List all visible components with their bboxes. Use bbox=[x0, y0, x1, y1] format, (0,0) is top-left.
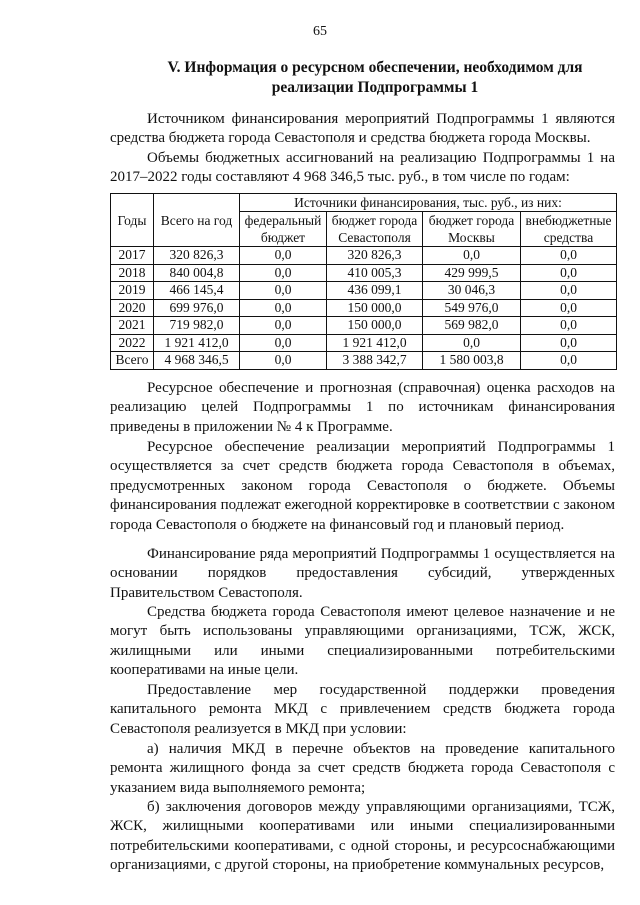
cell-sevastopol: 150 000,0 bbox=[327, 299, 423, 317]
cell-moscow: 0,0 bbox=[423, 334, 521, 352]
table-row bbox=[111, 282, 617, 300]
cell-year: 2018 bbox=[111, 264, 154, 282]
cell-federal: 0,0 bbox=[240, 334, 327, 352]
cell-sevastopol: 150 000,0 bbox=[327, 317, 423, 335]
header-total: Всего на год bbox=[154, 194, 240, 247]
paragraph-resource-provision: Ресурсное обеспечение реализации мероприятий Подпрограммы 1 осуществляется за счет средств бюджета города Севастополя в объемах, предусмотренных законом города Севастополя о бюджете. Объемы финансирования подлежат ежегодной корректировке в соответствии с законом города Севастополя о бюджете на финансовый год и плановый период. bbox=[110, 439, 615, 533]
cell-moscow: 1 580 003,8 bbox=[423, 352, 521, 370]
cell-federal: 0,0 bbox=[240, 299, 327, 317]
cell-federal: 0,0 bbox=[240, 264, 327, 282]
cell-federal: 0,0 bbox=[240, 317, 327, 335]
paragraph-subsidies: Финансирование ряда мероприятий Подпрограммы 1 осуществляется на основании порядков предоставления субсидий, утвержденных Правительством Севастополя. bbox=[110, 546, 615, 601]
cell-extrabudget: 0,0 bbox=[521, 264, 617, 282]
paragraph-target-use: Средства бюджета города Севастополя имеют целевое назначение и не могут быть использованы управляющими организациями, ТСЖ, ЖСК, жилищными или иными специализированными потребительскими кооперативами на иные цели. bbox=[110, 604, 615, 679]
paragraph-condition-a: а) наличия МКД в перечне объектов на проведение капитального ремонта жилищного фонда за счет средств бюджета города Севастополя с указанием вида выполняемого ремонта; bbox=[110, 741, 615, 796]
header-years: Годы bbox=[111, 194, 154, 247]
cell-extrabudget: 0,0 bbox=[521, 282, 617, 300]
table-header-row bbox=[111, 194, 617, 212]
header-sources: Источники финансирования, тыс. руб., из них: bbox=[240, 194, 617, 212]
paragraph-condition-b: б) заключения договоров между управляющими организациями, ТСЖ, ЖСК, жилищными кооперативами или иными специализированными потребительскими кооперативами, с одной стороны, и ресурсоснабжающими организациями, с другой стороны, на приобретение коммунальных ресурсов, bbox=[110, 799, 615, 874]
table-row bbox=[111, 317, 617, 335]
section-title: V. Информация о ресурсном обеспечении, необходимом для реализации Подпрограммы 1 bbox=[167, 59, 583, 96]
cell-moscow: 429 999,5 bbox=[423, 264, 521, 282]
cell-total: 719 982,0 bbox=[154, 317, 240, 335]
cell-moscow: 549 976,0 bbox=[423, 299, 521, 317]
cell-year: 2019 bbox=[111, 282, 154, 300]
page-number: 65 bbox=[313, 24, 327, 39]
cell-sevastopol: 410 005,3 bbox=[327, 264, 423, 282]
paragraph-state-support: Предоставление мер государственной поддержки проведения капитального ремонта МКД с привлечением средств бюджета города Севастополя реализуется в МКД при условии: bbox=[110, 682, 615, 737]
paragraph-resource-estimate: Ресурсное обеспечение и прогнозная (справочная) оценка расходов на реализацию целей Подпрограммы 1 по источникам финансирования приведены в приложении № 4 к Программе. bbox=[110, 380, 615, 435]
cell-sevastopol: 1 921 412,0 bbox=[327, 334, 423, 352]
cell-extrabudget: 0,0 bbox=[521, 247, 617, 265]
cell-year: 2017 bbox=[111, 247, 154, 265]
paragraph-funding-source: Источником финансирования мероприятий Подпрограммы 1 являются средства бюджета города Севастополя и средства бюджета города Москвы. bbox=[110, 111, 615, 147]
table-row bbox=[111, 299, 617, 317]
cell-extrabudget: 0,0 bbox=[521, 299, 617, 317]
cell-federal: 0,0 bbox=[240, 282, 327, 300]
cell-sevastopol: 320 826,3 bbox=[327, 247, 423, 265]
table-row bbox=[111, 247, 617, 265]
cell-year: 2020 bbox=[111, 299, 154, 317]
cell-total: 699 976,0 bbox=[154, 299, 240, 317]
cell-extrabudget: 0,0 bbox=[521, 352, 617, 370]
cell-sevastopol: 436 099,1 bbox=[327, 282, 423, 300]
header-federal: федеральный бюджет bbox=[240, 212, 327, 247]
header-sevastopol: бюджет города Севастополя bbox=[327, 212, 423, 247]
cell-federal: 0,0 bbox=[240, 352, 327, 370]
cell-total: 4 968 346,5 bbox=[154, 352, 240, 370]
cell-extrabudget: 0,0 bbox=[521, 334, 617, 352]
cell-moscow: 569 982,0 bbox=[423, 317, 521, 335]
cell-total: 466 145,4 bbox=[154, 282, 240, 300]
header-moscow: бюджет города Москвы bbox=[423, 212, 521, 247]
cell-extrabudget: 0,0 bbox=[521, 317, 617, 335]
cell-year: 2022 bbox=[111, 334, 154, 352]
cell-moscow: 0,0 bbox=[423, 247, 521, 265]
table-row bbox=[111, 334, 617, 352]
cell-federal: 0,0 bbox=[240, 247, 327, 265]
paragraph-budget-volume: Объемы бюджетных ассигнований на реализацию Подпрограммы 1 на 2017–2022 годы составляют 4 968 346,5 тыс. руб., в том числе по годам: bbox=[110, 150, 615, 186]
cell-total: 1 921 412,0 bbox=[154, 334, 240, 352]
cell-total: 840 004,8 bbox=[154, 264, 240, 282]
table-row bbox=[111, 264, 617, 282]
cell-year: 2021 bbox=[111, 317, 154, 335]
header-extrabudget: внебюджетные средства bbox=[521, 212, 617, 247]
cell-moscow: 30 046,3 bbox=[423, 282, 521, 300]
cell-year: Всего bbox=[111, 352, 154, 370]
cell-total: 320 826,3 bbox=[154, 247, 240, 265]
table-row bbox=[111, 352, 617, 370]
cell-sevastopol: 3 388 342,7 bbox=[327, 352, 423, 370]
financing-table bbox=[110, 193, 617, 370]
